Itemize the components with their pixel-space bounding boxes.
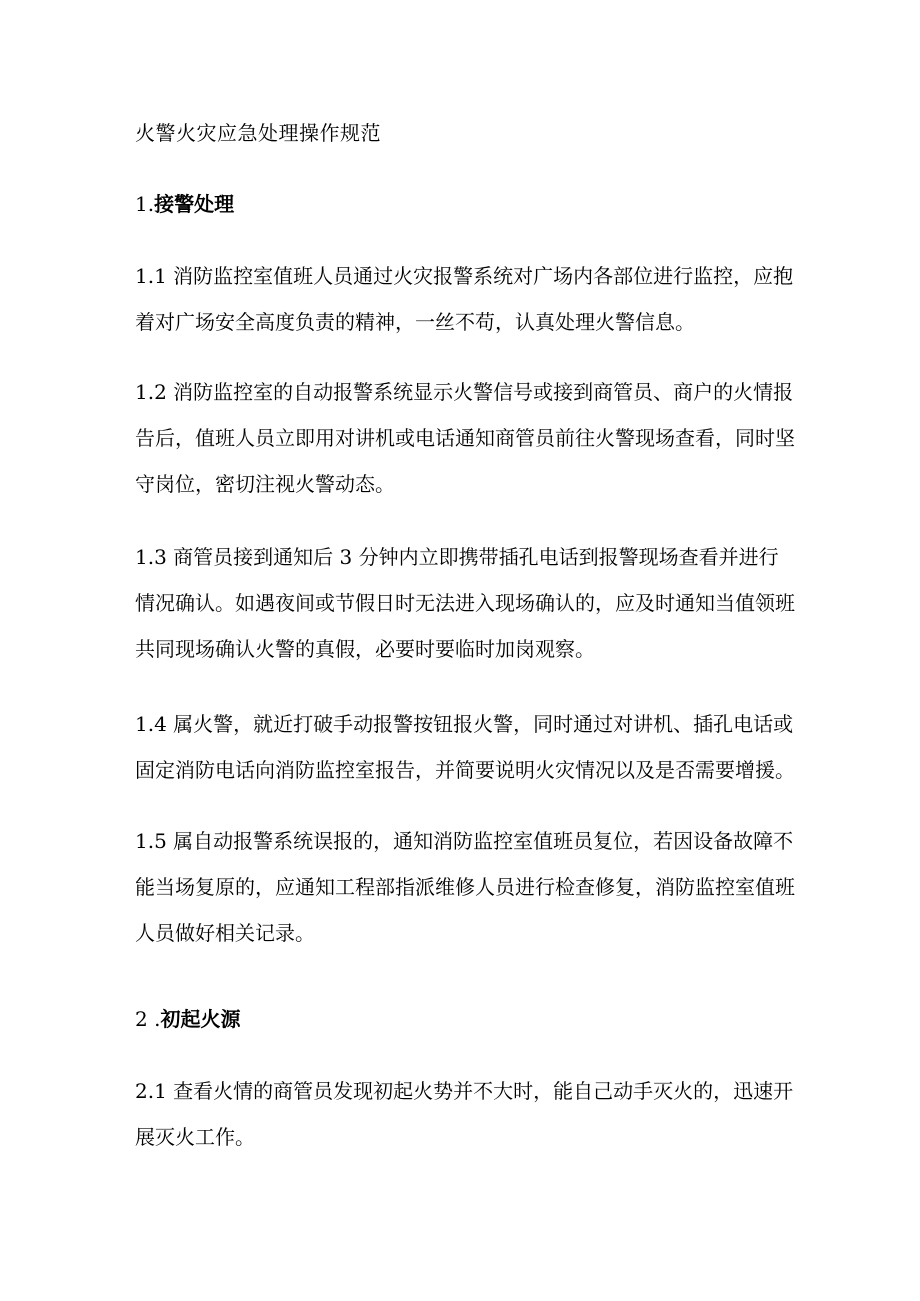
paragraph-line: 2.1 查看火情的商管员发现初起火势并不大时，能自己动手灭火的，迅速开 <box>135 1079 794 1103</box>
paragraph-1-2 <box>135 369 800 507</box>
document-title: 火警火灾应急处理操作规范 <box>135 121 381 145</box>
paragraph-line: 展灭火工作。 <box>135 1125 255 1149</box>
paragraph-2-1 <box>135 1068 800 1160</box>
paragraph-1-3 <box>135 534 800 672</box>
paragraph-1-4 <box>135 701 800 793</box>
paragraph-line: 共同现场确认火警的真假，必要时要临时加岗观察。 <box>135 637 595 661</box>
paragraph-line: 告后，值班人员立即用对讲机或电话通知商管员前往火警现场查看，同时坚 <box>135 426 795 450</box>
section-number: 2 . <box>135 1007 161 1031</box>
paragraph-line: 能当场复原的，应通知工程部指派维修人员进行检查修复，消防监控室值班 <box>135 875 795 899</box>
paragraph-line: 1.1 消防监控室值班人员通过火灾报警系统对广场内各部位进行监控，应抱 <box>135 264 794 288</box>
section-title: 初起火源 <box>160 1007 241 1031</box>
paragraph-line: 人员做好相关记录。 <box>135 921 315 945</box>
paragraph-line: 守岗位，密切注视火警动态。 <box>135 472 395 496</box>
paragraph-line: 情况确认。如遇夜间或节假日时无法进入现场确认的，应及时通知当值领班 <box>135 591 795 615</box>
section-number: 1. <box>135 192 155 216</box>
paragraph-line: 固定消防电话向消防监控室报告，并简要说明火灾情况以及是否需要增援。 <box>135 758 795 782</box>
section-title: 接警处理 <box>154 192 235 216</box>
paragraph-line: 1.3 商管员接到通知后 3 分钟内立即携带插孔电话到报警现场查看并进行 <box>135 545 779 569</box>
section-heading-1 <box>135 189 234 219</box>
section-heading-2 <box>135 1004 240 1034</box>
paragraph-1-1 <box>135 253 800 345</box>
paragraph-line: 1.4 属火警，就近打破手动报警按钮报火警，同时通过对讲机、插孔电话或 <box>135 712 794 736</box>
paragraph-line: 着对广场安全高度负责的精神，一丝不苟，认真处理火警信息。 <box>135 310 695 334</box>
paragraph-line: 1.5 属自动报警系统误报的，通知消防监控室值班员复位，若因设备故障不 <box>135 829 794 853</box>
paragraph-line: 1.2 消防监控室的自动报警系统显示火警信号或接到商管员、商户的火情报 <box>135 380 794 404</box>
paragraph-1-5 <box>135 818 800 956</box>
